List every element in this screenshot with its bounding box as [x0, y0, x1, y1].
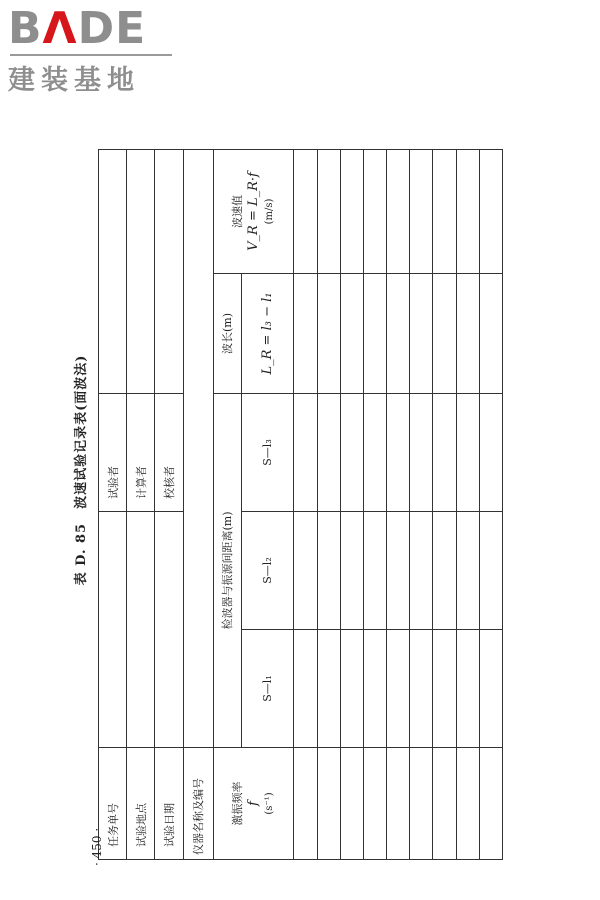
velocity-cell[interactable]: [340, 149, 363, 273]
table-row: [340, 149, 363, 859]
distance-l2-cell[interactable]: [340, 512, 363, 630]
distance-l3-cell[interactable]: [363, 394, 386, 512]
calculator-value[interactable]: [127, 149, 155, 393]
table-row: [456, 149, 479, 859]
velocity-cell[interactable]: [317, 149, 340, 273]
distance-l1-cell[interactable]: [294, 630, 317, 748]
checker-value[interactable]: [155, 149, 183, 393]
frequency-cell[interactable]: [410, 748, 433, 860]
wave-velocity-record-table: [98, 149, 503, 860]
frequency-cell[interactable]: [456, 748, 479, 860]
frequency-title: 激振频率: [230, 781, 244, 826]
table-row: [294, 149, 317, 859]
test-location-value[interactable]: [127, 512, 155, 748]
velocity-cell[interactable]: [456, 149, 479, 273]
wavelength-cell[interactable]: [363, 274, 386, 394]
frequency-cell[interactable]: [363, 748, 386, 860]
frequency-cell[interactable]: [387, 748, 410, 860]
distance-l1-cell[interactable]: [456, 630, 479, 748]
table-row: [317, 149, 340, 859]
wavelength-cell[interactable]: [479, 274, 502, 394]
page-number: · 450 ·: [90, 827, 104, 866]
wavelength-cell[interactable]: [317, 274, 340, 394]
wavelength-cell[interactable]: [294, 274, 317, 394]
distance-l3-cell[interactable]: [387, 394, 410, 512]
velocity-cell[interactable]: [363, 149, 386, 273]
velocity-unit: (m/s): [263, 198, 275, 225]
distance-l2-cell[interactable]: [363, 512, 386, 630]
distance-l2-cell[interactable]: [317, 512, 340, 630]
wavelength-cell[interactable]: [433, 274, 456, 394]
distance-l3-cell[interactable]: [340, 394, 363, 512]
wavelength-cell[interactable]: [340, 274, 363, 394]
frequency-unit: (s⁻¹): [263, 792, 275, 815]
instrument-row: [183, 149, 213, 859]
instrument-value[interactable]: [183, 149, 213, 747]
header-row: [155, 149, 183, 859]
velocity-cell[interactable]: [410, 149, 433, 273]
distance-l1-cell[interactable]: [433, 630, 456, 748]
distance-l2-cell[interactable]: [479, 512, 502, 630]
frequency-cell[interactable]: [317, 748, 340, 860]
distance-l1-cell[interactable]: [363, 630, 386, 748]
distance-l3-header: S—l₃: [242, 394, 294, 512]
test-location-label: 试验地点: [127, 748, 155, 860]
distance-l2-cell[interactable]: [387, 512, 410, 630]
frequency-symbol: f: [245, 801, 261, 806]
distance-l1-cell[interactable]: [317, 630, 340, 748]
wavelength-cell[interactable]: [456, 274, 479, 394]
distance-l3-cell[interactable]: [410, 394, 433, 512]
rotated-page-content: [70, 80, 530, 866]
header-row: [127, 149, 155, 859]
velocity-title: 波速值: [230, 194, 244, 228]
distance-l1-cell[interactable]: [479, 630, 502, 748]
distance-l3-cell[interactable]: [456, 394, 479, 512]
table-row: [410, 149, 433, 859]
frequency-cell[interactable]: [433, 748, 456, 860]
distance-group-header: 检波器与振源间距离(m): [213, 394, 241, 748]
logo-divider: [10, 54, 172, 56]
table-row: [433, 149, 456, 859]
distance-l2-header: S—l₂: [242, 512, 294, 630]
test-date-value[interactable]: [155, 512, 183, 748]
table-row: [387, 149, 410, 859]
task-number-value[interactable]: [99, 512, 127, 748]
velocity-cell[interactable]: [433, 149, 456, 273]
frequency-cell[interactable]: [340, 748, 363, 860]
distance-l3-cell[interactable]: [433, 394, 456, 512]
distance-l1-cell[interactable]: [387, 630, 410, 748]
velocity-cell[interactable]: [294, 149, 317, 273]
distance-l3-cell[interactable]: [479, 394, 502, 512]
distance-l3-cell[interactable]: [294, 394, 317, 512]
distance-l1-header: S—l₁: [242, 630, 294, 748]
distance-l2-cell[interactable]: [456, 512, 479, 630]
calculator-label: 计算者: [127, 394, 155, 512]
velocity-header: [213, 149, 294, 273]
frequency-cell[interactable]: [479, 748, 502, 860]
tester-value[interactable]: [99, 149, 127, 393]
table-row: [479, 149, 502, 859]
table-caption: 表 D. 85 波速试验记录表(面波法): [74, 354, 89, 586]
wavelength-formula-header: L_R = l₃ − l₁: [242, 274, 294, 394]
velocity-cell[interactable]: [479, 149, 502, 273]
frequency-cell[interactable]: [294, 748, 317, 860]
distance-l2-cell[interactable]: [294, 512, 317, 630]
instrument-label: 仪器名称及编号: [183, 748, 213, 860]
velocity-cell[interactable]: [387, 149, 410, 273]
column-group-row: [213, 149, 241, 859]
wavelength-cell[interactable]: [387, 274, 410, 394]
header-row: [99, 149, 127, 859]
distance-l1-cell[interactable]: [340, 630, 363, 748]
frequency-header: [213, 748, 294, 860]
velocity-formula: V_R = L_R·f: [245, 172, 261, 251]
task-number-label: 任务单号: [99, 748, 127, 860]
test-date-label: 试验日期: [155, 748, 183, 860]
data-rows: [294, 149, 503, 859]
distance-l2-cell[interactable]: [410, 512, 433, 630]
checker-label: 校核者: [155, 394, 183, 512]
distance-l3-cell[interactable]: [317, 394, 340, 512]
tester-label: 试验者: [99, 394, 127, 512]
wavelength-group-header: 波长(m): [213, 274, 241, 394]
logo-wordmark: BΛDE: [8, 3, 147, 54]
table-row: [363, 149, 386, 859]
wavelength-cell[interactable]: [410, 274, 433, 394]
logo-subtitle: 建装基地: [8, 65, 140, 96]
distance-l1-cell[interactable]: [410, 630, 433, 748]
distance-l2-cell[interactable]: [433, 512, 456, 630]
